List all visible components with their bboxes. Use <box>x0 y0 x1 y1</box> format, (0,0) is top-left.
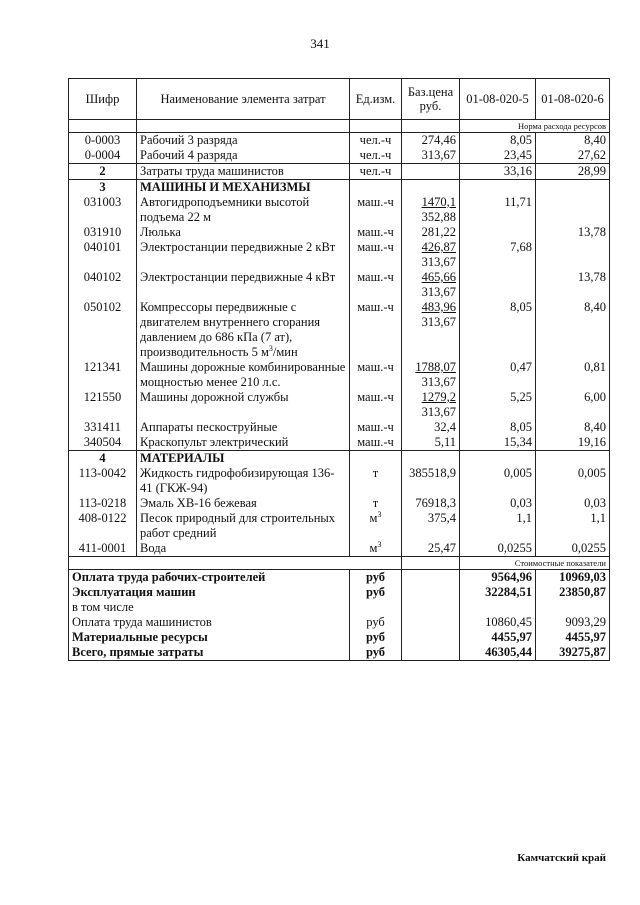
table-cell: Оплата труда машинистов <box>69 615 350 630</box>
table-cell: 274,46 <box>402 133 460 149</box>
table-cell: 9564,96 <box>460 570 536 586</box>
table-row <box>69 360 610 390</box>
table-cell <box>460 180 536 196</box>
cost-row <box>69 645 610 661</box>
resource-table <box>68 78 610 661</box>
table-cell: Эмаль ХВ-16 бежевая <box>137 496 350 511</box>
header-col5: 01-08-020-5 <box>460 79 536 120</box>
table-row <box>69 225 610 240</box>
table-cell: руб <box>350 570 402 586</box>
table-cell: т <box>350 466 402 496</box>
section-row <box>69 451 610 467</box>
table-cell <box>350 451 402 467</box>
table-cell: 2 <box>69 164 137 180</box>
table-cell: 040102 <box>69 270 137 300</box>
table-cell: 411-0001 <box>69 541 137 557</box>
table-cell: Аппараты пескоструйные <box>137 420 350 435</box>
table-cell: 385518,9 <box>402 466 460 496</box>
table-cell: 031910 <box>69 225 137 240</box>
table-cell: чел.-ч <box>350 133 402 149</box>
table-cell: 1,1 <box>460 511 536 541</box>
header-row <box>69 79 610 120</box>
table-row <box>69 240 610 270</box>
table-cell: 9093,29 <box>536 615 610 630</box>
table-cell: Краскопульт электрический <box>137 435 350 451</box>
table-row <box>69 133 610 149</box>
table-cell: 13,78 <box>536 225 610 240</box>
table-cell: 8,05 <box>460 133 536 149</box>
table-cell: 1788,07 313,67 <box>402 360 460 390</box>
table-cell: 050102 <box>69 300 137 360</box>
table-cell: Машины дорожной службы <box>137 390 350 420</box>
section-row <box>69 180 610 196</box>
table-cell <box>460 600 536 615</box>
table-row <box>69 511 610 541</box>
table-cell: маш.-ч <box>350 435 402 451</box>
table-cell: 0,005 <box>460 466 536 496</box>
table-cell: 408-0122 <box>69 511 137 541</box>
table-cell: 10969,03 <box>536 570 610 586</box>
table-cell <box>536 195 610 225</box>
table-cell: 32,4 <box>402 420 460 435</box>
table-cell: руб <box>350 630 402 645</box>
table-cell: 23,45 <box>460 148 536 164</box>
table-cell: 8,40 <box>536 420 610 435</box>
table-cell <box>536 180 610 196</box>
table-cell: Затраты труда машинистов <box>137 164 350 180</box>
header-price: Баз.цена руб. <box>402 79 460 120</box>
table-cell: 0-0003 <box>69 133 137 149</box>
cost-row <box>69 585 610 600</box>
table-cell <box>460 270 536 300</box>
table-cell: 46305,44 <box>460 645 536 661</box>
table-cell: Материальные ресурсы <box>69 630 350 645</box>
table-cell: маш.-ч <box>350 270 402 300</box>
table-cell: Машины дорожные комбинированные мощностью менее 210 л.с. <box>137 360 350 390</box>
table-cell: 25,47 <box>402 541 460 557</box>
table-cell: Рабочий 4 разряда <box>137 148 350 164</box>
table-cell: 27,62 <box>536 148 610 164</box>
table-cell: маш.-ч <box>350 225 402 240</box>
table-cell: Люлька <box>137 225 350 240</box>
table-cell: Электростанции передвижные 2 кВт <box>137 240 350 270</box>
table-cell <box>402 630 460 645</box>
table-cell: 0,005 <box>536 466 610 496</box>
table-cell: 313,67 <box>402 148 460 164</box>
table-cell: Компрессоры передвижные с двигателем внутреннего сгорания давлением до 686 кПа (7 ат), производительность 5 $м^3$/мин <box>137 300 350 360</box>
cost-row <box>69 630 610 645</box>
table-cell <box>350 120 402 133</box>
table-cell: 426,87 313,67 <box>402 240 460 270</box>
table-cell: 32284,51 <box>460 585 536 600</box>
table-cell <box>350 557 402 570</box>
table-row <box>69 270 610 300</box>
table-cell: Рабочий 3 разряда <box>137 133 350 149</box>
table-cell: 0,47 <box>460 360 536 390</box>
table-cell: Электростанции передвижные 4 кВт <box>137 270 350 300</box>
table-cell: 0,0255 <box>536 541 610 557</box>
table-cell: 331411 <box>69 420 137 435</box>
header-col6: 01-08-020-6 <box>536 79 610 120</box>
table-cell: Автогидроподъемники высотой подъема 22 м <box>137 195 350 225</box>
table-cell: 4455,97 <box>536 630 610 645</box>
table-cell: т <box>350 496 402 511</box>
table-row <box>69 435 610 451</box>
table-cell: руб <box>350 585 402 600</box>
table-row <box>69 466 610 496</box>
table-cell: 281,22 <box>402 225 460 240</box>
table-cell: $м^3$ <box>350 541 402 557</box>
table-cell: Вода <box>137 541 350 557</box>
table-cell: руб <box>350 615 402 630</box>
table-cell: $м^3$ <box>350 511 402 541</box>
table-cell: 8,05 <box>460 420 536 435</box>
header-code: Шифр <box>69 79 137 120</box>
table-row <box>69 164 610 180</box>
page-number: 341 <box>310 36 330 51</box>
table-cell: чел.-ч <box>350 148 402 164</box>
table-cell: 23850,87 <box>536 585 610 600</box>
table-cell: 39275,87 <box>536 645 610 661</box>
table-cell: 0,81 <box>536 360 610 390</box>
cost-label: Стоимостные показатели <box>460 557 610 570</box>
table-cell: 13,78 <box>536 270 610 300</box>
table-cell: 340504 <box>69 435 137 451</box>
cost-row <box>69 615 610 630</box>
table-cell: 11,71 <box>460 195 536 225</box>
table-cell: 1279,2 313,67 <box>402 390 460 420</box>
table-cell: 375,4 <box>402 511 460 541</box>
table-cell: 33,16 <box>460 164 536 180</box>
table-cell: руб <box>350 645 402 661</box>
table-cell <box>536 600 610 615</box>
table-cell: чел.-ч <box>350 164 402 180</box>
table-row <box>69 496 610 511</box>
table-cell: МАШИНЫ И МЕХАНИЗМЫ <box>137 180 350 196</box>
table-cell: 1,1 <box>536 511 610 541</box>
table-cell: Всего, прямые затраты <box>69 645 350 661</box>
table-row <box>69 390 610 420</box>
table-cell <box>402 585 460 600</box>
table-cell <box>402 615 460 630</box>
table-cell: 28,99 <box>536 164 610 180</box>
header-name: Наименование элемента затрат <box>137 79 350 120</box>
table-cell: Оплата труда рабочих-строителей <box>69 570 350 586</box>
table-cell: 483,96 313,67 <box>402 300 460 360</box>
table-cell: маш.-ч <box>350 300 402 360</box>
table-cell: 4 <box>69 451 137 467</box>
table-cell: в том числе <box>69 600 350 615</box>
table-cell <box>402 557 460 570</box>
table-cell: 19,16 <box>536 435 610 451</box>
norm-label: Норма расхода ресурсов <box>460 120 610 133</box>
table-cell: маш.-ч <box>350 240 402 270</box>
table-cell: 465,66 313,67 <box>402 270 460 300</box>
table-row <box>69 300 610 360</box>
table-cell: 031003 <box>69 195 137 225</box>
table-cell: 0,03 <box>536 496 610 511</box>
table-cell <box>460 225 536 240</box>
table-cell <box>536 240 610 270</box>
header-unit: Ед.изм. <box>350 79 402 120</box>
table-row <box>69 195 610 225</box>
table-cell <box>460 451 536 467</box>
table-cell: маш.-ч <box>350 195 402 225</box>
table-cell: 121550 <box>69 390 137 420</box>
table-row <box>69 420 610 435</box>
table-cell: 113-0042 <box>69 466 137 496</box>
table-cell <box>137 120 350 133</box>
table-cell <box>402 600 460 615</box>
table-cell <box>402 451 460 467</box>
table-cell: 1470,1 352,88 <box>402 195 460 225</box>
table-cell: 8,05 <box>460 300 536 360</box>
table-cell <box>350 600 402 615</box>
table-cell: 113-0218 <box>69 496 137 511</box>
table-cell: 76918,3 <box>402 496 460 511</box>
table-cell: Эксплуатация машин <box>69 585 350 600</box>
table-cell <box>536 451 610 467</box>
cost-row <box>69 570 610 586</box>
table-row <box>69 541 610 557</box>
table-cell: 15,34 <box>460 435 536 451</box>
table-cell <box>402 645 460 661</box>
table-cell: 4455,97 <box>460 630 536 645</box>
table-cell <box>350 180 402 196</box>
table-cell <box>402 180 460 196</box>
table-cell: 8,40 <box>536 300 610 360</box>
table-cell: МАТЕРИАЛЫ <box>137 451 350 467</box>
table-cell: 3 <box>69 180 137 196</box>
table-row <box>69 148 610 164</box>
table-cell: 7,68 <box>460 240 536 270</box>
table-cell: 5,11 <box>402 435 460 451</box>
table-cell: 121341 <box>69 360 137 390</box>
table-cell: 040101 <box>69 240 137 270</box>
table-cell: Жидкость гидрофобизирующая 136-41 (ГКЖ-94) <box>137 466 350 496</box>
table-cell <box>402 570 460 586</box>
table-cell <box>402 164 460 180</box>
cost-row <box>69 600 610 615</box>
table-cell: 0,0255 <box>460 541 536 557</box>
table-cell <box>402 120 460 133</box>
table-cell: Песок природный для строительных работ средний <box>137 511 350 541</box>
table-cell: 8,40 <box>536 133 610 149</box>
region-footer: Камчатский край <box>517 852 606 864</box>
table-cell: маш.-ч <box>350 360 402 390</box>
table-cell: маш.-ч <box>350 390 402 420</box>
table-cell <box>69 557 350 570</box>
table-cell: 6,00 <box>536 390 610 420</box>
table-cell: маш.-ч <box>350 420 402 435</box>
table-cell: 0-0004 <box>69 148 137 164</box>
table-cell: 5,25 <box>460 390 536 420</box>
table-cell <box>69 120 137 133</box>
table-cell: 10860,45 <box>460 615 536 630</box>
table-cell: 0,03 <box>460 496 536 511</box>
